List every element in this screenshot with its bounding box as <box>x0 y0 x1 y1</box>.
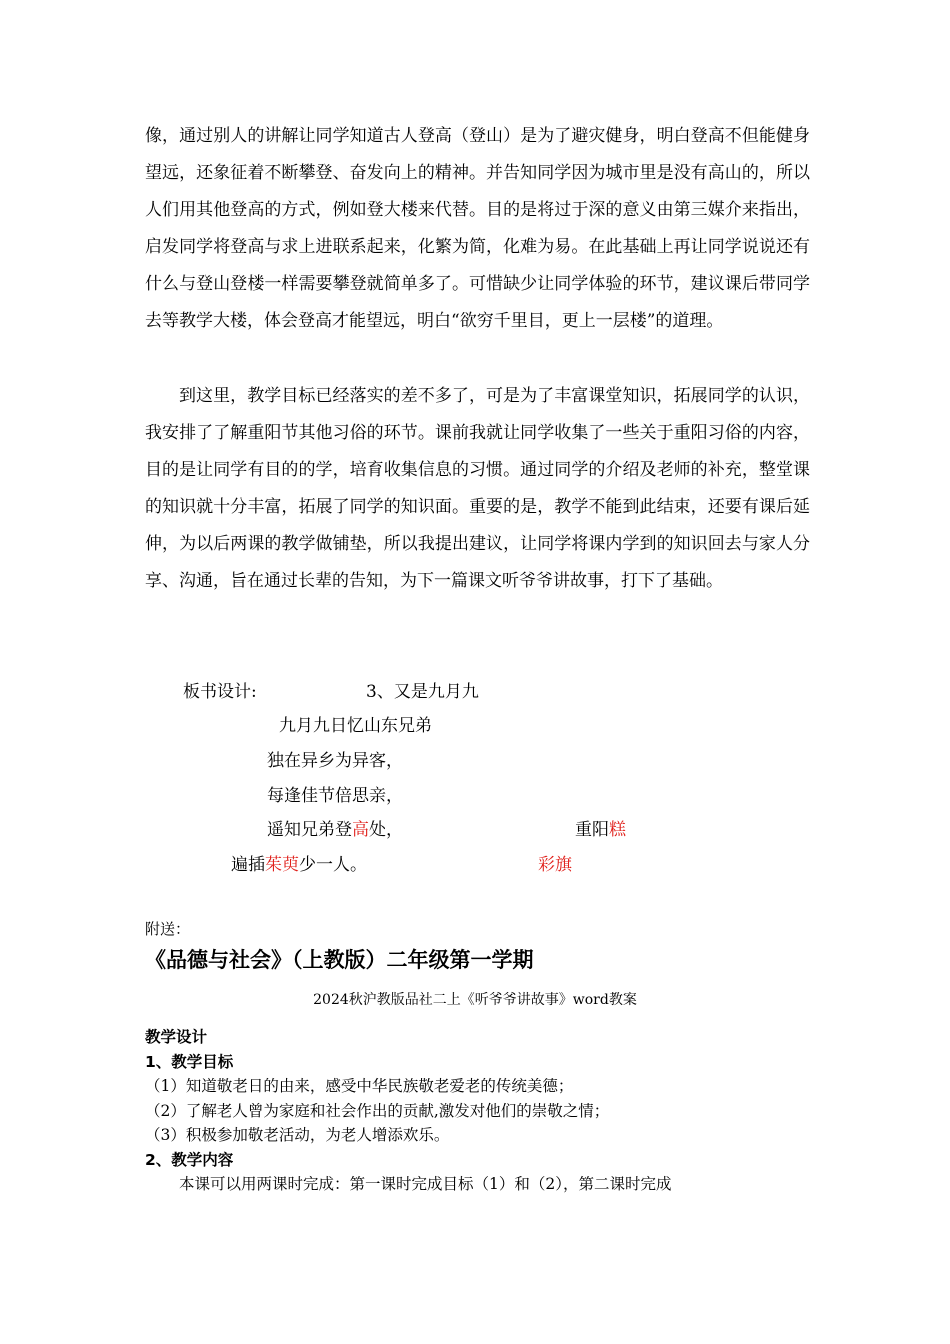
poem-line-3-end: 处， <box>369 820 403 840</box>
goal-item: （1）知道敬老日的由来，感受中华民族敬老爱老的传统美德； <box>145 1077 574 1095</box>
note-chongyang: 重阳 <box>575 820 609 840</box>
appendix-title: 《品德与社会》（上教版）二年级第一学期 <box>145 948 534 972</box>
body-paragraph-1: 像，通过别人的讲解让同学知道古人登高（登山）是为了避灾健身，明白登高不但能健身望远，还象征着不断攀登、奋发向上的精神。并告知同学因为城市里是没有高山的，所以人们用其他登高的方式，例如登大楼来代替。目的是将过于深的意义由第三媒介来指出，启发同学将登高与求上进联系起来，化繁为简，化难为易。在此基础上再让同学说说还有什么与登山登楼一样需要攀登就简单多了。可惜缺少让同学体验的环节，建议课后带同学去等教学大楼，体会登高才能望远，明白“欲穷千里目，更上一层楼”的道理。 <box>145 126 810 331</box>
goal-item: （2）了解老人曾为家庭和社会作出的贡献,激发对他们的崇敬之情； <box>145 1101 610 1120</box>
highlight-zhuyu: 茱萸 <box>265 855 299 875</box>
poem-line-2: 每逢佳节倍思亲， <box>267 786 403 806</box>
board-note-caiqi: 彩旗 <box>538 855 572 875</box>
board-note-chongyang-gao <box>575 815 626 840</box>
goal-item: （3）积极参加敬老活动，为老人增添欢乐。 <box>145 1126 450 1144</box>
teaching-design <box>145 1025 810 1197</box>
highlight-gao: 高 <box>352 820 369 840</box>
poem-line-4-end: 少一人。 <box>299 855 367 875</box>
poem-title: 九月九日忆山东兄弟 <box>279 716 432 736</box>
poem-line-4 <box>231 850 367 875</box>
design-heading: 教学设计 <box>145 1028 208 1046</box>
poem-line-3-start: 遥知兄弟登 <box>267 820 352 840</box>
poem-line-1: 独在异乡为异客， <box>267 751 403 771</box>
poem-line-3 <box>267 815 403 840</box>
body-paragraph-2: 到这里，教学目标已经落实的差不多了，可是为了丰富课堂知识，拓展同学的认识，我安排了了解重阳节其他习俗的环节。课前我就让同学收集了一些关于重阳习俗的内容，目的是让同学有目的的学，培育收集信息的习惯。通过同学的介绍及老师的补充，整堂课的知识就十分丰富，拓展了同学的知识面。重要的是，教学不能到此结束，还要有课后延伸，为以后两课的教学做铺垫，所以我提出建议，让同学将课内学到的知识回去与家人分享、沟通，旨在通过长辈的告知，为下一篇课文听爷爷讲故事，打下了基础。 <box>145 386 810 591</box>
poem-line-4-start: 遍插 <box>231 855 265 875</box>
board-lesson-title: 3、又是九月九 <box>366 682 479 702</box>
goal-heading: 1、教学目标 <box>145 1052 234 1071</box>
content-text: 本课可以用两课时完成：第一课时完成目标（1）和（2），第二课时完成 <box>179 1175 672 1193</box>
content-heading: 2、教学内容 <box>145 1150 234 1169</box>
appendix-subtitle: 2024秋沪教版品社二上《听爷爷讲故事》word教案 <box>313 992 637 1008</box>
highlight-gao-cake: 糕 <box>609 820 626 840</box>
board-label: 板书设计: <box>183 682 257 702</box>
appendix-label: 附送： <box>145 920 191 938</box>
